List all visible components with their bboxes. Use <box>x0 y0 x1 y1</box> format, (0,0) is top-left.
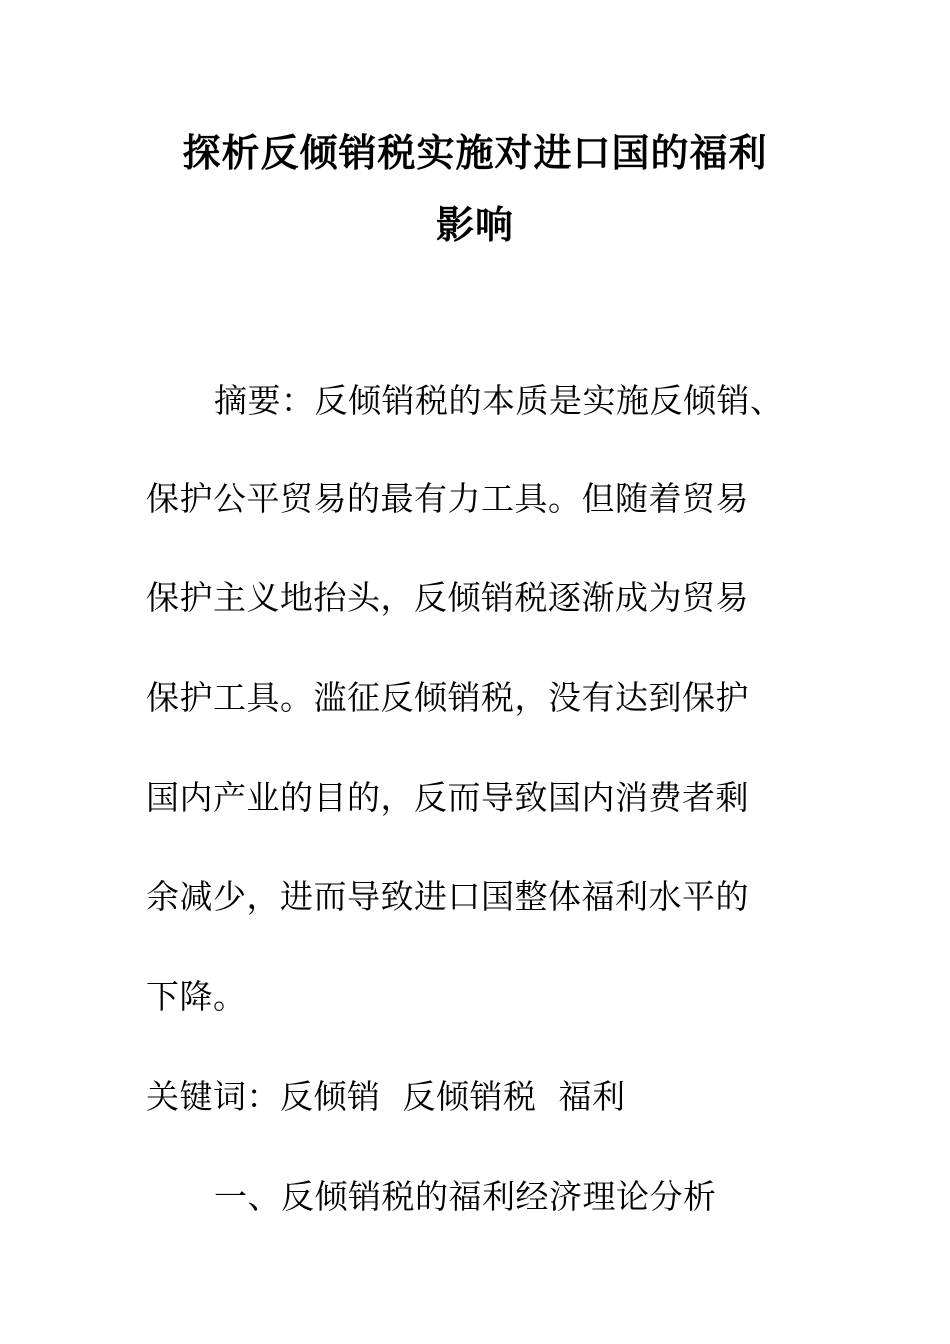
document-title-line-2: 影响 <box>435 203 514 247</box>
abstract-line-5: 国内产业的目的，反而导致国内消费者剩 <box>146 778 749 817</box>
abstract-line-6: 余减少，进而导致进口国整体福利水平的 <box>146 877 749 916</box>
abstract-line-3: 保护主义地抬头，反倾销税逐渐成为贸易 <box>146 578 749 617</box>
section-heading: 一、反倾销税的福利经济理论分析 <box>214 1177 717 1216</box>
abstract-line-2: 保护公平贸易的最有力工具。但随着贸易 <box>146 479 749 518</box>
abstract-line-4: 保护工具。滥征反倾销税，没有达到保护 <box>146 678 749 717</box>
document-title-line-1: 探析反倾销税实施对进口国的福利 <box>182 131 768 175</box>
keywords-line: 关键词：反倾销 反倾销税 福利 <box>146 1077 626 1116</box>
abstract-line-7: 下降。 <box>146 977 247 1016</box>
abstract-line-1: 摘要：反倾销税的本质是实施反倾销、 <box>214 381 784 420</box>
